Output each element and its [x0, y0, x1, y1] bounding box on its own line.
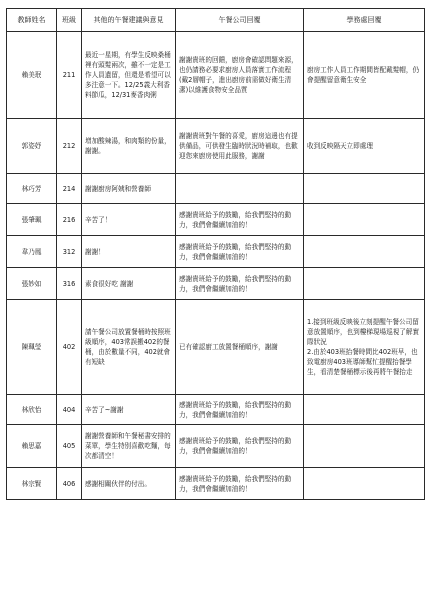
- class-cell: 312: [57, 236, 82, 268]
- class-cell: 211: [57, 32, 82, 119]
- teacher-name-cell: 韋乃鳳: [7, 236, 57, 268]
- teacher-name-cell: 林宗賢: [7, 468, 57, 500]
- office-reply-cell: 1.接到班級反映後立刻提醒午餐公司留意放置順序，也到樓梯現場巡視了解實際狀況 2.由於403班抬餐時間比402班早，也致電廚房403班導師幫忙提醒抬餐學生，看清楚餐桶標示後再將午餐抬走: [304, 300, 425, 395]
- office-reply-cell: [304, 204, 425, 236]
- table-row: [7, 236, 425, 268]
- teacher-name-cell: 林巧芳: [7, 174, 57, 204]
- office-reply-cell: [304, 395, 425, 425]
- class-cell: 216: [57, 204, 82, 236]
- opinion-cell: 辛苦了！: [82, 204, 176, 236]
- company-reply-cell: 感謝貴班給予的鼓勵，給我們堅持的動力，我們會繼續加油的！: [176, 268, 304, 300]
- header-class: 班級: [57, 9, 82, 32]
- header-teacher-name: 教師姓名: [7, 9, 57, 32]
- office-reply-cell: [304, 268, 425, 300]
- company-reply-cell: 已有確認廚工放置餐桶順序，謝謝: [176, 300, 304, 395]
- company-reply-cell: 感謝貴班給予的鼓勵，給我們堅持的動力，我們會繼續加油的！: [176, 204, 304, 236]
- opinion-cell: 最近一星期，有學生反映桑桶裡有頭髮兩次，雖不一定是工作人員遺留，但還是希望可以多注意一下。12/25義大利香料節瓜，12/31麥香肉粥: [82, 32, 176, 119]
- class-cell: 402: [57, 300, 82, 395]
- teacher-name-cell: 陳珮瑩: [7, 300, 57, 395]
- table-row: [7, 268, 425, 300]
- teacher-name-cell: 郭姿妤: [7, 119, 57, 174]
- company-reply-cell: 謝謝貴班的回饋，廚房會確認問題來源，也仍請務必要求廚房人員落實工作流程(戴2層帽子，進出廚房前需做好衛生清潔)以維護食物安全品質: [176, 32, 304, 119]
- header-row: [7, 9, 425, 32]
- table-row: [7, 174, 425, 204]
- header-lunch-company-reply: 午餐公司回覆: [176, 9, 304, 32]
- opinion-cell: 謝謝營養師和午餐秘書安排的菜單，學生特別喜歡吃麵，每次都清空！: [82, 425, 176, 468]
- table-row: [7, 204, 425, 236]
- teacher-name-cell: 張妙如: [7, 268, 57, 300]
- class-cell: 405: [57, 425, 82, 468]
- office-reply-cell: [304, 174, 425, 204]
- table-row: [7, 32, 425, 119]
- company-reply-cell: 謝謝貴班對午餐的喜愛，廚房這邊也有提供備品，可供發生臨時狀況時補取，也歡迎您來廚房使用此服務，謝謝: [176, 119, 304, 174]
- office-reply-cell: [304, 425, 425, 468]
- office-reply-cell: [304, 468, 425, 500]
- teacher-name-cell: 賴思嘉: [7, 425, 57, 468]
- teacher-name-cell: 賴美珉: [7, 32, 57, 119]
- teacher-name-cell: 張肇珮: [7, 204, 57, 236]
- opinion-cell: 感謝相關伙伴的付出。: [82, 468, 176, 500]
- table-row: [7, 468, 425, 500]
- opinion-cell: 增加酸辣湯，和肉類的份量，謝謝。: [82, 119, 176, 174]
- header-student-affairs-reply: 學務處回覆: [304, 9, 425, 32]
- company-reply-cell: 感謝貴班給予的鼓勵，給我們堅持的動力，我們會繼續加油的！: [176, 425, 304, 468]
- opinion-cell: 素食很好吃 謝謝: [82, 268, 176, 300]
- class-cell: 404: [57, 395, 82, 425]
- table-row: [7, 395, 425, 425]
- office-reply-cell: 收到反映隔天立即處理: [304, 119, 425, 174]
- header-other-suggestions: 其他的午餐建議與意見: [82, 9, 176, 32]
- class-cell: 316: [57, 268, 82, 300]
- table-row: [7, 425, 425, 468]
- class-cell: 214: [57, 174, 82, 204]
- office-reply-cell: [304, 236, 425, 268]
- table-row: [7, 300, 425, 395]
- company-reply-cell: 感謝貴班給予的鼓勵，給我們堅持的動力，我們會繼續加油的！: [176, 236, 304, 268]
- company-reply-cell: [176, 174, 304, 204]
- teacher-name-cell: 林欣怡: [7, 395, 57, 425]
- office-reply-cell: 廚房工作人員工作期間皆配戴髮帽，仍會提醒留意衛生安全: [304, 32, 425, 119]
- opinion-cell: 請午餐公司放置餐桶時按照班級順序，403常誤搬402的餐桶，由於數量不同，402就會有短缺: [82, 300, 176, 395]
- company-reply-cell: 感謝貴班給予的鼓勵，給我們堅持的動力，我們會繼續加油的！: [176, 395, 304, 425]
- table-row: [7, 119, 425, 174]
- opinion-cell: 謝謝！: [82, 236, 176, 268]
- class-cell: 406: [57, 468, 82, 500]
- opinion-cell: 謝謝廚房阿姨和營養師: [82, 174, 176, 204]
- company-reply-cell: 感謝貴班給予的鼓勵，給我們堅持的動力，我們會繼續加油的！: [176, 468, 304, 500]
- lunch-feedback-table: [6, 8, 425, 500]
- opinion-cell: 辛苦了~謝謝: [82, 395, 176, 425]
- class-cell: 212: [57, 119, 82, 174]
